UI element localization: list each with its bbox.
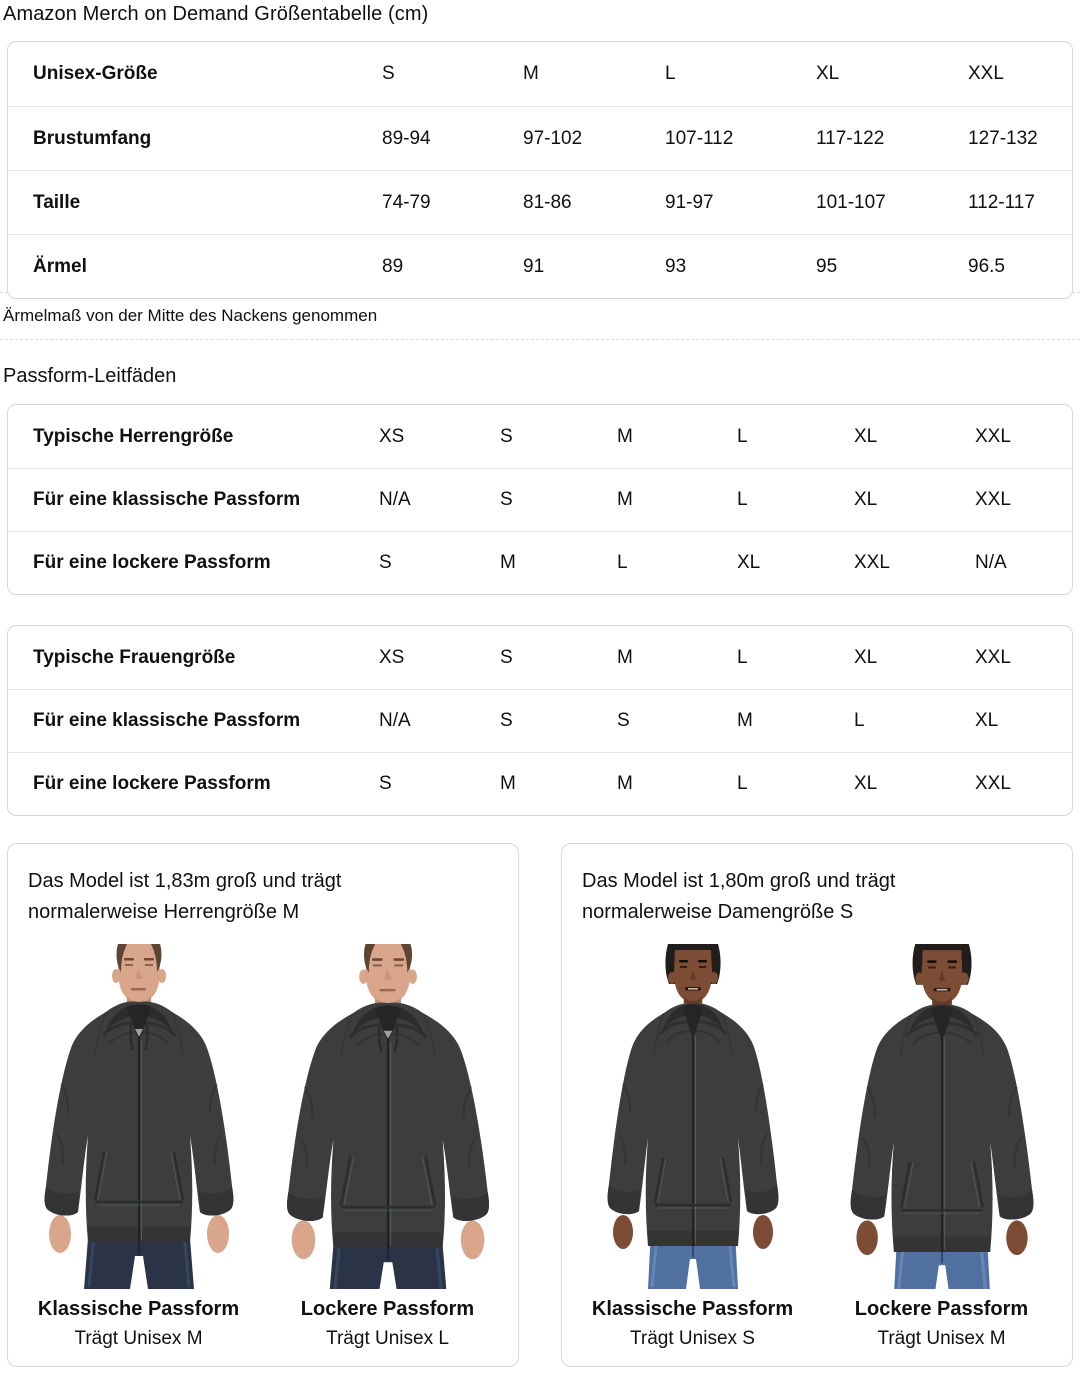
mens-model-card [7, 843, 519, 1367]
wears-size: Trägt Unisex S [630, 1328, 755, 1349]
size-cell: 91 [523, 255, 545, 277]
fit-name: Lockere Passform [854, 1298, 1029, 1320]
size-cell: L [665, 63, 676, 84]
size-cell: 93 [665, 255, 687, 277]
model-captions [28, 1298, 498, 1350]
model-photo-male-loose [280, 944, 495, 1289]
size-cell: XS [379, 425, 405, 447]
size-cell: 74-79 [382, 191, 431, 213]
size-cell: 101-107 [816, 191, 886, 213]
size-cell: XL [816, 63, 840, 84]
size-cell: N/A [379, 489, 411, 510]
size-cell: L [854, 710, 865, 731]
model-photos [582, 944, 1052, 1289]
row-label: Für eine lockere Passform [33, 773, 271, 794]
size-cell: S [500, 489, 513, 510]
size-cell: S [500, 710, 513, 731]
size-cell: XXL [968, 63, 1004, 84]
row-label: Unisex-Größe [33, 63, 158, 84]
row-label: Typische Herrengröße [33, 425, 234, 447]
size-cell: 89-94 [382, 127, 431, 149]
wears-size: Trägt Unisex L [326, 1328, 449, 1349]
size-cell: M [617, 646, 633, 668]
size-cell: 107-112 [665, 127, 734, 149]
dashed-divider [0, 339, 1080, 340]
page-title: Amazon Merch on Demand Größentabelle (cm) [3, 3, 429, 25]
table-row [8, 626, 1072, 689]
model-caption [31, 1298, 246, 1350]
size-cell: XL [854, 646, 878, 668]
model-photo-male-classic [31, 944, 246, 1289]
size-cell: 97-102 [523, 127, 583, 149]
card-heading-line2: normalerweise Damengröße S [582, 901, 854, 923]
size-cell: L [737, 425, 748, 447]
size-cell: M [737, 710, 753, 731]
size-cell: M [617, 489, 633, 510]
size-cell: 89 [382, 255, 404, 277]
card-heading-line1: Das Model ist 1,80m groß und trägt [582, 870, 896, 892]
fit-guides-title: Passform-Leitfäden [3, 365, 177, 387]
size-cell: XXL [975, 773, 1011, 794]
size-cell: XL [854, 773, 878, 794]
size-cell: 96.5 [968, 255, 1005, 277]
fit-name: Klassische Passform [37, 1298, 240, 1320]
table-row [8, 106, 1072, 170]
card-heading [582, 866, 1052, 928]
model-cards [7, 843, 1073, 1367]
card-heading-line1: Das Model ist 1,83m groß und trägt [28, 870, 342, 892]
size-cell: XL [975, 710, 999, 731]
row-label: Taille [33, 191, 81, 213]
size-cell: XXL [975, 646, 1011, 668]
model-caption [585, 1298, 800, 1350]
size-cell: M [617, 773, 633, 794]
size-cell: XL [854, 489, 878, 510]
size-chart-page [0, 3, 1080, 1367]
table-row [8, 689, 1072, 752]
size-cell: S [500, 646, 513, 668]
size-cell: N/A [975, 552, 1007, 573]
size-cell: 127-132 [968, 127, 1038, 149]
size-cell: S [379, 773, 392, 794]
size-cell: L [737, 489, 748, 510]
row-label: Typische Frauengröße [33, 646, 236, 668]
size-cell: S [500, 425, 513, 447]
model-caption [280, 1298, 495, 1350]
size-cell: 95 [816, 255, 838, 277]
wears-size: Trägt Unisex M [877, 1328, 1006, 1349]
size-cell: L [737, 773, 748, 794]
size-cell: M [617, 425, 633, 447]
size-cell: S [382, 63, 395, 84]
womens-fit-table [7, 625, 1073, 816]
womens-model-card [561, 843, 1073, 1367]
size-cell: XS [379, 646, 405, 668]
model-photo-female-classic [585, 944, 800, 1289]
table-row [8, 752, 1072, 815]
size-cell: M [523, 63, 539, 84]
size-cell: L [617, 552, 628, 573]
fit-name: Lockere Passform [300, 1298, 475, 1320]
size-cell: 112-117 [968, 191, 1035, 213]
size-cell: 91-97 [665, 191, 714, 213]
model-caption [834, 1298, 1049, 1350]
table-row [8, 531, 1072, 594]
row-label: Für eine klassische Passform [33, 710, 301, 731]
model-photo-female-loose [834, 944, 1049, 1289]
size-cell: L [737, 646, 748, 668]
size-cell: M [500, 552, 516, 573]
size-cell: 81-86 [523, 191, 572, 213]
size-cell: XXL [854, 552, 890, 573]
sleeve-measure-note: Ärmelmaß von der Mitte des Nackens genommen [3, 306, 378, 325]
table-row [8, 405, 1072, 468]
table-row [8, 234, 1072, 298]
card-heading-line2: normalerweise Herrengröße M [28, 901, 300, 923]
size-cell: XXL [975, 489, 1011, 510]
size-cell: N/A [379, 710, 411, 731]
table-row [8, 468, 1072, 531]
row-label: Für eine lockere Passform [33, 552, 271, 573]
size-cell: XL [854, 425, 878, 447]
unisex-size-table [7, 41, 1073, 299]
row-label: Für eine klassische Passform [33, 489, 301, 510]
size-cell: S [617, 710, 630, 731]
size-cell: XL [737, 552, 761, 573]
size-cell: XXL [975, 425, 1011, 447]
table-row [8, 42, 1072, 106]
model-photos [28, 944, 498, 1289]
row-label: Brustumfang [33, 127, 152, 149]
table-row [8, 170, 1072, 234]
fit-name: Klassische Passform [591, 1298, 794, 1320]
mens-fit-table [7, 404, 1073, 595]
row-label: Ärmel [33, 255, 87, 277]
card-heading [28, 866, 498, 928]
wears-size: Trägt Unisex M [74, 1328, 203, 1349]
size-cell: M [500, 773, 516, 794]
size-cell: 117-122 [816, 127, 885, 149]
model-captions [582, 1298, 1052, 1350]
size-cell: S [379, 552, 392, 573]
